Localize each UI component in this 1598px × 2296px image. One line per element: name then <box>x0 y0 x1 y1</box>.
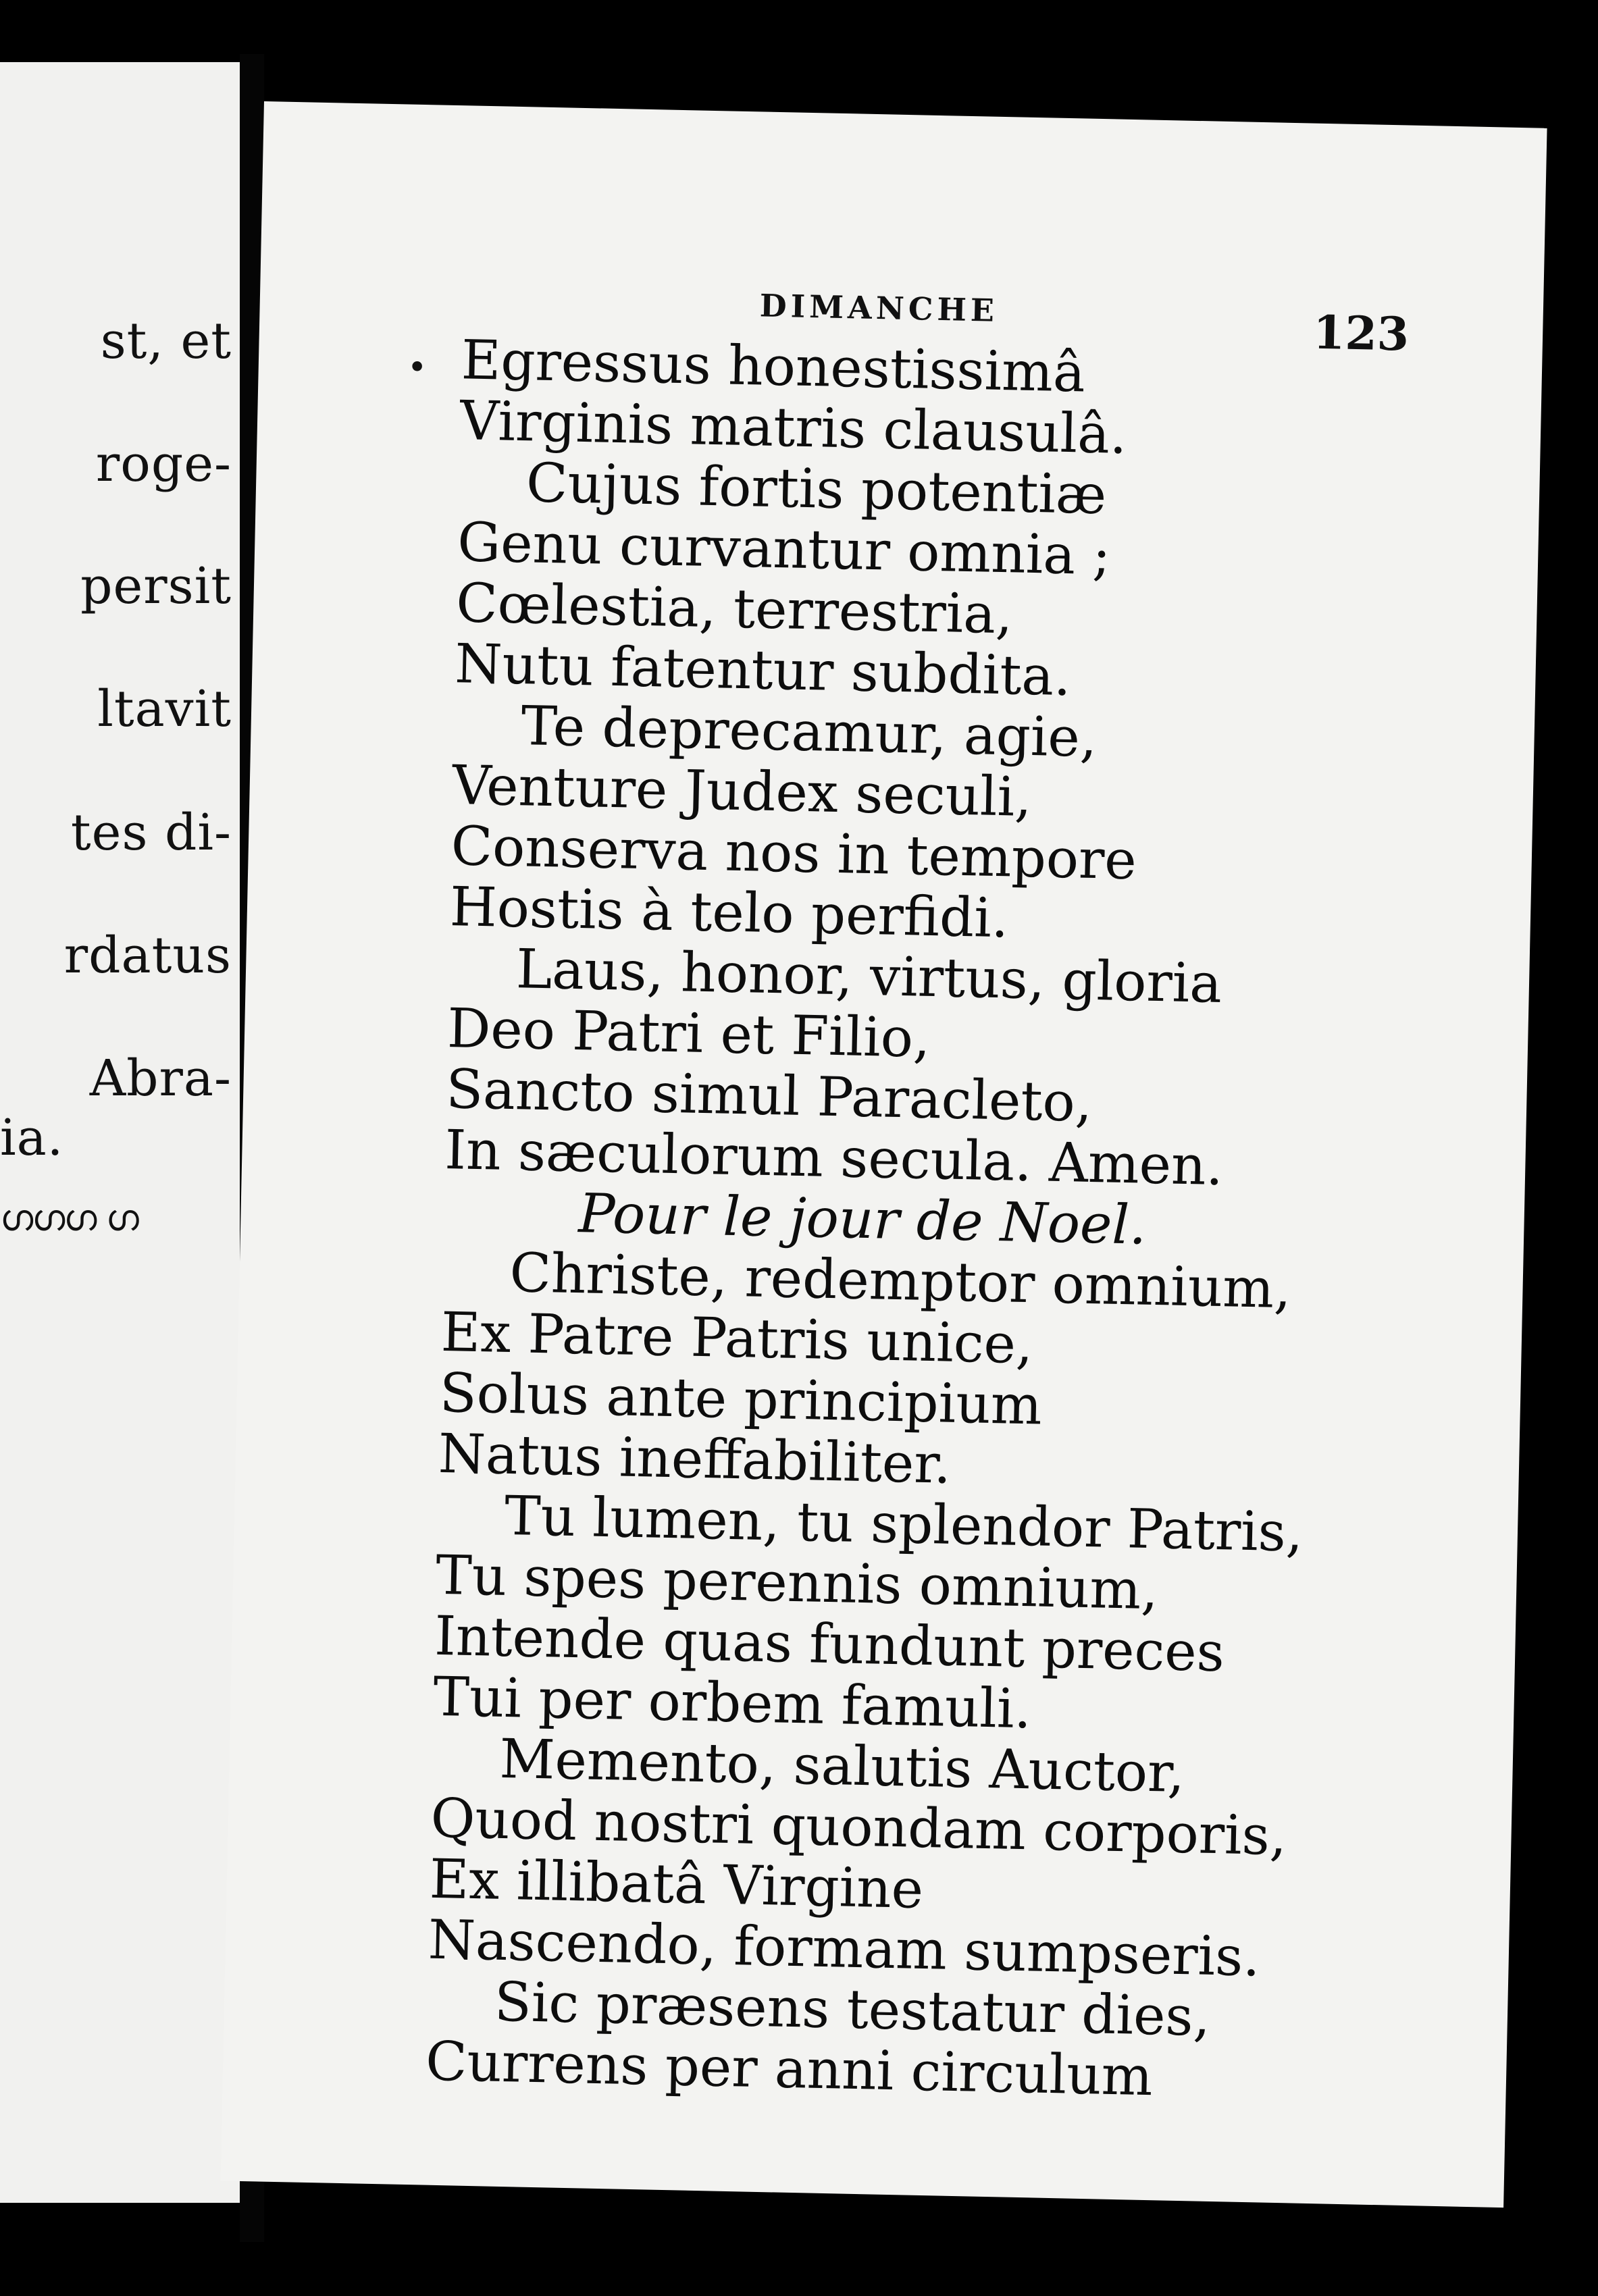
running-title: DIMANCHE <box>759 287 999 329</box>
verse-line: Natus ineffabiliter. <box>438 1421 952 1496</box>
verse-line: Sic præsens testatur dies, <box>494 1970 1211 2048</box>
verse-line: Nutu fatentur subdita. <box>454 632 1072 708</box>
verse-line: Ex Patre Patris unice, <box>440 1300 1034 1376</box>
bullet-mark: • <box>407 347 428 388</box>
verse-line: Tu lumen, tu splendor Patris, <box>504 1484 1304 1564</box>
verse-line: Deo Patri et Filio, <box>446 996 931 1070</box>
left-page-fragment: Abra- <box>89 1049 232 1107</box>
verse-line: Virginis matris clausulâ. <box>459 389 1128 466</box>
left-page-fragment: st, et <box>100 312 232 370</box>
ornament-rule: ഗഗഗ ഗ <box>0 1197 138 1239</box>
left-page-fragment: roge- <box>95 435 232 493</box>
page-number: 123 <box>1312 305 1410 362</box>
left-page-fragment: persit <box>80 557 232 615</box>
verse-line: Ex illibatâ Virgine <box>428 1847 925 1921</box>
verse-line: Egressus honestissimâ <box>461 328 1086 405</box>
verse-line: Hostis à telo perfidi. <box>449 875 1010 950</box>
verse-line: Christe, redemptor omnium, <box>509 1241 1292 1321</box>
verse-line: Solus ante principium <box>439 1361 1043 1437</box>
hymn-text <box>220 101 1547 2208</box>
verse-line: Memento, salutis Auctor, <box>498 1727 1185 1805</box>
verse-line: Te deprecamur, agie, <box>520 694 1098 770</box>
verse-line: In sæculorum secula. Amen. <box>444 1118 1225 1198</box>
section-heading: Pour le jour de Noel. <box>577 1182 1148 1257</box>
verse-line: Currens per anni circulum <box>425 2029 1154 2108</box>
verse-line: Cœlestia, terrestria, <box>455 571 1014 646</box>
verse-line: Cujus fortis potentiæ <box>525 451 1108 527</box>
verse-line: Tui per orbem famuli. <box>432 1665 1033 1741</box>
verse-line: Quod nostri quondam corporis, <box>430 1786 1288 1868</box>
left-page-fragment: ltavit <box>97 680 232 738</box>
main-page <box>220 101 1547 2208</box>
verse-line: Intende quas fundunt preces <box>434 1604 1225 1684</box>
verse-line: Laus, honor, virtus, gloria <box>515 937 1222 1015</box>
left-page-fragment: ia. <box>0 1109 64 1167</box>
left-facing-page <box>0 62 244 2203</box>
verse-line: Tu spes perennis omnium, <box>435 1543 1159 1622</box>
verse-line: Venture Judex seculi, <box>451 754 1033 829</box>
verse-line: Genu curvantur omnia ; <box>457 511 1112 588</box>
verse-line: Nascendo, formam sumpseris. <box>428 1908 1261 1989</box>
left-page-fragment: rdatus <box>63 927 232 985</box>
left-page-fragment: tes di- <box>70 804 232 862</box>
verse-line: Conserva nos in tempore <box>450 814 1137 892</box>
verse-line: Sancto simul Paracleto, <box>445 1057 1093 1134</box>
